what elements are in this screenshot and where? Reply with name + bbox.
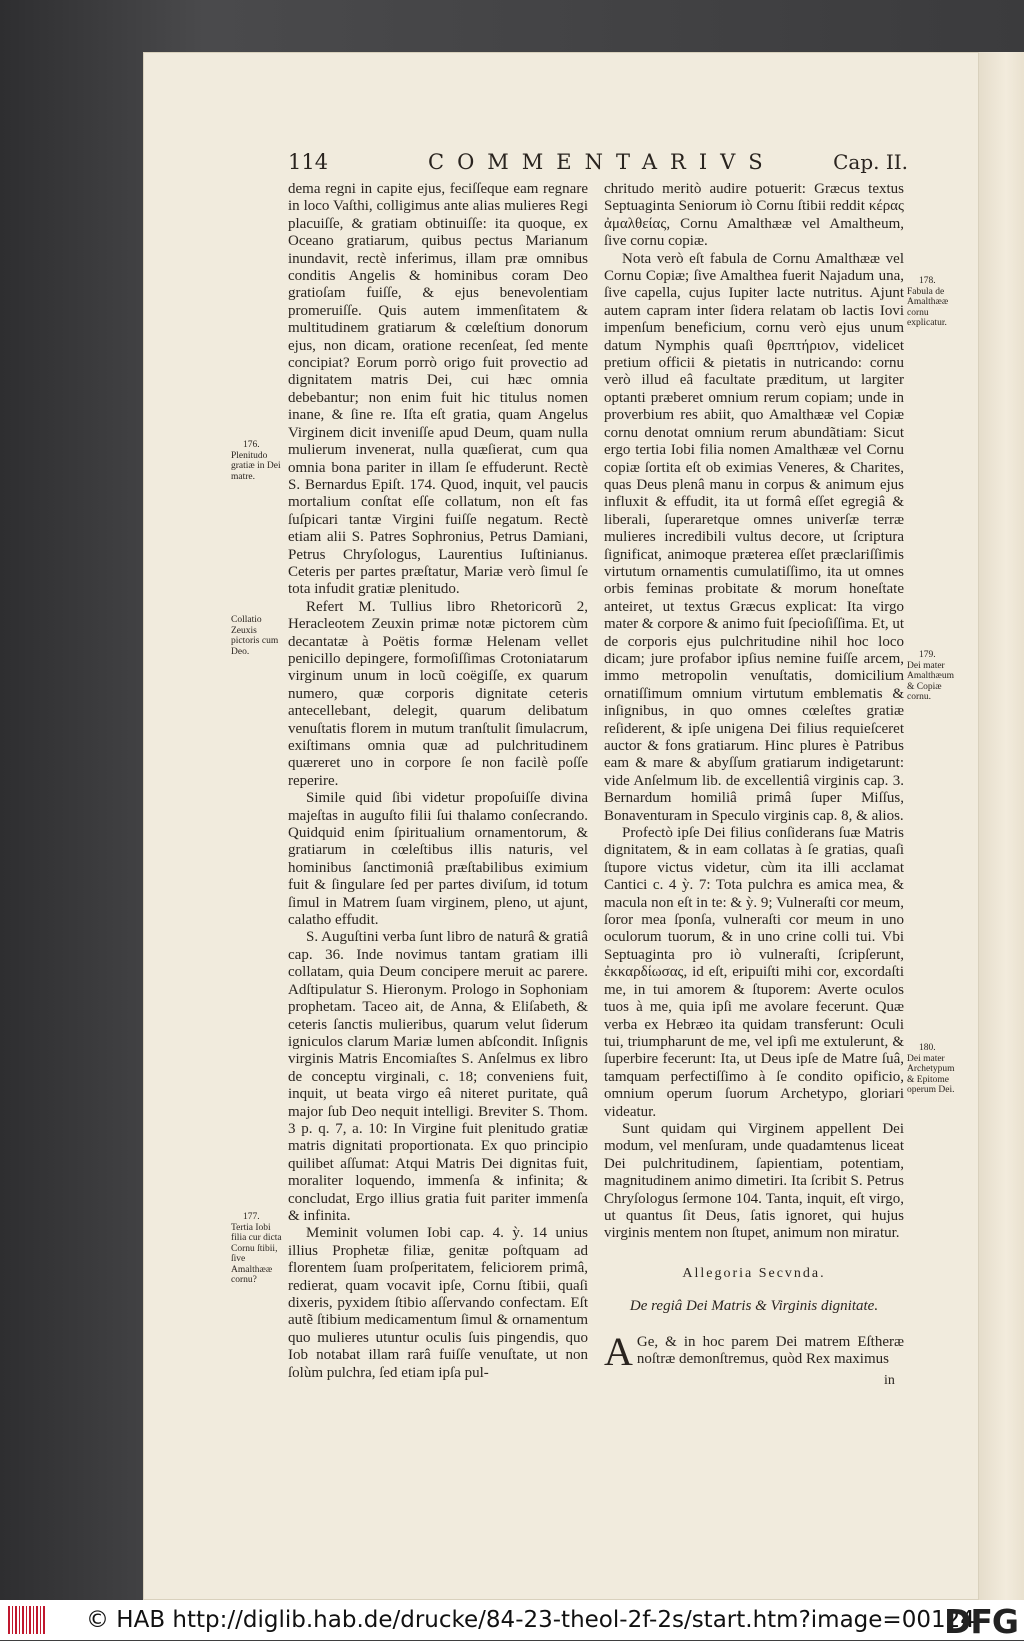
chapter-label: Cap. II. [833,150,908,174]
footer-bar [0,1600,1024,1640]
dfg-logo: DFG [943,1602,1018,1641]
drop-cap: A [604,1329,633,1374]
left-text-column [288,181,588,1382]
paragraph: S. Auguſtini verba ſunt libro de naturâ & gratiâ cap. 36. Inde novimus tantam gratiam illi collatam, quia Deum concipere meruit ac parere. Adſtipulatur S. Hieronym. Prologo in Sophoniam prophetam. Taceo ait, de Anna, & Eliſabeth, & ceteris ſanctis mulieribus, quarum velut ſiderum igniculos clarum Mariæ lumen abſcondit. Inſignis virginis Matris Encomiaſtes S. Anſelmus ex libro de conceptu virginali, c. 18; conveniens fuit, inquit, ut beata virgo eâ niteret puritate, quâ major ſub Deo nequit intelligi. Breviter S. Thom. 3 p. q. 7, a. 10: In Virgine fuit plenitudo gratiæ matris dignitati proportionata. Ex quo principio quilibet aſſumat: Atqui Matris Dei dignitas fuit, moraliter loquendo, immenſa & infinita; & concludat, Ergo illius gratia fuit pariter immenſa & infinita. [288,929,588,1224]
catchword: in [884,1373,895,1388]
page-number: 114 [288,150,329,174]
paragraph: Meminit volumen Iobi cap. 4. ỳ. 14 unius illius Prophetæ filiæ, genitæ poſtquam ad florentem ſuam proſperitatem, feliciorem primâ, redierat, quam vocavit ipſe, Cornu ſtibii, quaſi dixeris, pyxidem ſtibio aſſervando confectam. Eſt autẽ ſtibium medicamentum ſimul & ornamentum quo mulieres utuntur oculis ſuis pingendis, quo Iob notabat illam rarâ fuiſſe venuſtate, ut non ſolùm pulchra, ſed etiam ipſa pul- [288,1225,588,1381]
margin-note: 176. Plenitudo gratiæ in Dei matre. [231,440,281,482]
margin-note: 180. Dei mater Archetypum & Epitome operum Dei. [907,1043,955,1095]
right-text-column [604,181,904,1243]
paragraph: Nota verò eſt fabula de Cornu Amalthææ vel Cornu Copiæ; ſive Amalthea fuerit Najadum una, ſive capella, cujus Iupiter lacte nutritus. Ajunt autem capram inter ſidera relatam ob lactis Iovi impenſum beneficium, cornu verò ejus unum datum Nymphis quaſi θρεπτήριον, videlicet pretium officii & pietatis in nutricando: cornu verò illud eâ facultate præditum, ut largiter optanti præberet omnium rerum copiam; unde in proverbium res abiit, quo Amalthææ vel Copiæ cornu denotat omnium rerum abundãtiam: Sicut ergo tertia Iobi filia nomen Amalthææ vel Cornu copiæ ſortita eſt ob eximias Veneres, & Charites, quas Deus plenâ manu in corpus & animum ejus influxit & effudit, ita ut formâ eſſet egregiâ & liberali, ſuperaretque omnes univerſæ terræ mulieres incredibili vultus decore, ut ſcriptura ſignificat, animoque præterea eſſet præclariſſimis virtutum ornamentis cumulatiſſimo, ita ut omnes orbis feminas probitate & morum honeſtate anteiret, ut textus Græcus explicat: Ita virgo mater & corpore & animo fuit ſpecioſiſſima. Et, ut de corporis ejus pulchritudine nihil hoc loco dicam; jure profabor ipſius nemine fuiſſe arcem, immo metropolin venuſtatis, domicilium ornatiſſimum omnium virtutum emblematis & inſignibus, in quo omnes cœleſtes gratiæ reſiderent, & ipſe unigena Dei filius requieſceret auctor & fons gratiarum. Hinc plures è Patribus eam & mare & abyſſum gratiarum indigetarunt: vide Anſelmum lib. de excellentiâ virginis cap. 3. Bernardum homiliâ primâ ſuper Miſſus, Bonaventuram in Speculo virginis cap. 8, & alios. [604,250,904,824]
paragraph: chritudo meritò audire potuerit: Græcus textus Septuaginta Seniorum iò Cornu ſtibii reddit κέρας ἀμαλθείας, Cornu Amalthææ vel Amaltheum, ſive cornu copiæ. [604,181,904,250]
paragraph: Simile quid ſibi videtur propoſuiſſe divina majeſtas in auguſto filii ſui thalamo conſecrando. Quidquid enim ſpiritualium ornamentorum, & gratiarum in cœleſtibus illis naturis, vel hominibus ſanctimoniâ præſtabilibus eximium fuit & ſingulare ſed per partes diviſum, id totum ſimul in Matrem ſuam virginem, pleno, ut ajunt, calatho effudit. [288,790,588,929]
paragraph: Sunt quidam qui Virginem appellent Dei modum, vel menſuram, unde quadamtenus liceat Dei pulchritudinem, ſapientiam, potentiam, magnitudinem animo dimetiri. Ita ſcribit S. Petrus Chryſologus ſermone 104. Tanta, inquit, eſt virgo, ut quantus ſit Deus, ſatis ignoret, qui hujus virginis mentem non ſtupet, animum non miratur. [604,1120,904,1242]
margin-note: Collatio Zeuxis pictoris cum Deo. [231,615,279,657]
source-link[interactable]: © HAB http://diglib.hab.de/drucke/84-23-theol-2f-2s/start.htm?image=00124 [86,1607,975,1633]
opening-text: Ge, & in hoc parem Dei matrem Eſtheræ noſtræ demonſtremus, quòd Rex maximus [636,1334,904,1368]
margin-note: 178. Fabula de Amalthææ cornu explicatur. [907,276,949,328]
paragraph: Profectò ipſe Dei filius conſiderans ſuæ Matris dignitatem, & in eam collatas à ſe gratias, quaſi ſtupore victus videtur, cùm ita illi acclamat Cantici c. 4 ỳ. 7: Tota pulchra es amica mea, & macula non eſt in te: & ỳ. 9; Vulneraſti cor meum, ſoror mea ſponſa, vulneraſti cor meum in uno oculorum tuorum, & in uno crine colli tui. Vbi Septuaginta pro iò vulneraſti, ſcripſerunt, ἐκκαρδίωσας, id eſt, eripuiſti mihi cor, excordaſti me, in tui amorem & ſtuporem: Averte oculos tuos à me, quia ipſi me avolare fecerunt. Quæ verba ex Hebræo ita quidam transferunt: Oculi tui, triumpharunt de me, vel ipſi me extulerunt, & ſuperbire fecerunt: Ita, ut Deus ipſe de Matre ſuâ, tamquam perfectiſſimo à ſe condito opificio, omnium operum ſuorum Archetypo, gloriari videatur. [604,825,904,1120]
margin-note: 179. Dei mater Amalthæum & Copiæ cornu. [907,650,954,702]
paragraph: Refert M. Tullius libro Rhetoricorũ 2, Heracleotem Zeuxin primæ notæ pictorem cùm decantatæ à Poëtis formæ Helenam vellet penicillo depingere, formoſiſſimas Crotoniatarum virginum unum in locũ coëgiſſe, ex quarum numero, quæ corporis dignitate ceteris antecellebant, delegit, quarum delibatum venuſtatis florem in mutum tranſtulit ſimulacrum, exiſtimans omnia quæ ad pulchritudinem quæreret uno in corpore ſe non facilè poſſe reperire. [288,598,588,789]
margin-note: 177. Tertia Iobi filia cur dicta Cornu ſtibii, ſive Amalthææ cornu? [231,1212,282,1285]
section-opening-paragraph [604,1329,904,1374]
section-subheading: De regiâ Dei Matris & Virginis dignitate. [629,1298,879,1314]
section-heading: Allegoria Secvnda. [682,1266,826,1281]
barcode-icon [8,1606,46,1634]
paragraph: dema regni in capite ejus, feciſſeque eam regnare in loco Vaſthi, colligimus ante alias mulieres Regi placuiſſe, & gratiam obtinuiſſe: ita quoque, ex Oceano gratiarum, quibus pectus Marianum inundavit, rectè inferimus, illam præ omnibus conditis Angelis & hominibus coram Deo gratioſam fuiſſe, & ejus benevolentiam promeruiſſe. Quis autem immenſitatem & multitudinem gratiarum & cœleſtium donorum ejus, non dicam, oratione recenſeat, ſed mente concipiat? Eorum porrò origo fuit provectio ad dignitatem matris Dei, cui hæc omnia debebantur; non enim fuit hic titulus nomen inane, & ſine re. Iſta eſt gratia, quam Angelus Virginem dicit inveniſſe apud Deum, quam nulla mulierum invenerat, nulla quæſierat, cum qua omnia bona pariter in illam ſe effuderunt. Rectè S. Bernardus Epiſt. 174. Quod, inquit, vel paucis mortalium conſtat eſſe collatum, non eſt fas ſuſpicari tantæ Virgini fuiſſe negatum. Rectè etiam alii S. Patres Sophronius, Petrus Damiani, Petrus Chryſologus, Laurentius Iuſtinianus. Ceteris per partes præſtatur, Mariæ verò ſimul ſe tota infudit gratiæ plenitudo. [288,181,588,598]
running-head [288,150,908,180]
facing-page-edge [979,52,1024,1600]
running-title: COMMENTARIVS [428,150,776,174]
